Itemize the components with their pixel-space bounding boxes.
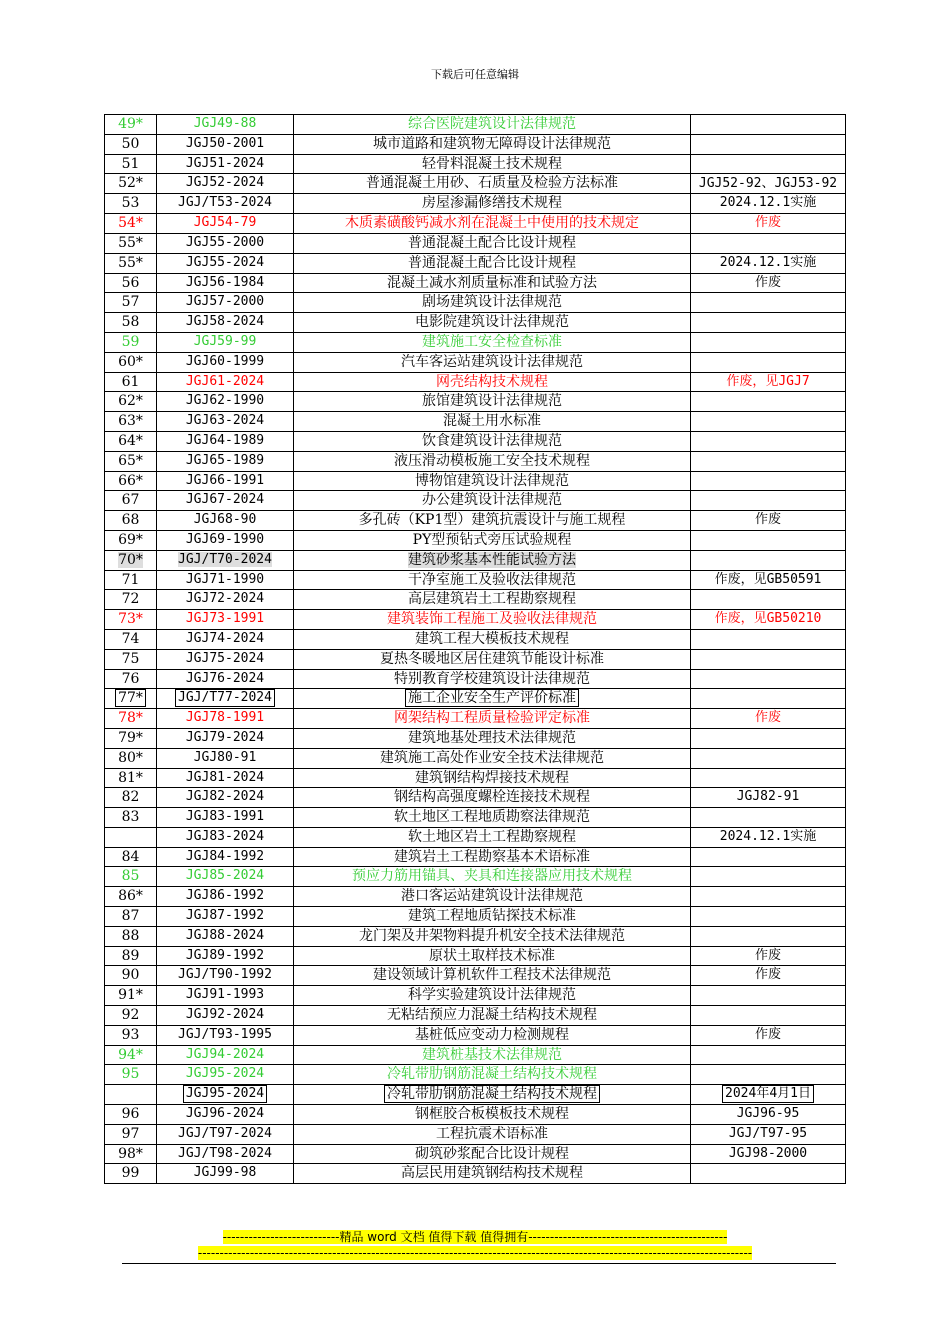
standard-note <box>691 926 846 946</box>
standard-note: 2024.12.1实施 <box>691 194 846 214</box>
standard-name: 城市道路和建筑物无障碍设计法律规范 <box>294 134 691 154</box>
standard-code: JGJ/T70-2024 <box>157 550 294 570</box>
table-row <box>105 431 846 451</box>
table-row <box>105 174 846 194</box>
standard-code: JGJ/T53-2024 <box>157 194 294 214</box>
standard-note <box>691 768 846 788</box>
row-number: 62* <box>105 392 157 412</box>
table-row <box>105 412 846 432</box>
standard-code: JGJ63-2024 <box>157 412 294 432</box>
standard-code: JGJ81-2024 <box>157 768 294 788</box>
table-row <box>105 372 846 392</box>
standard-name: 建筑岩土工程勘察基本术语标准 <box>294 847 691 867</box>
row-number <box>105 1085 157 1105</box>
standard-name: 冷轧带肋钢筋混凝土结构技术规程 <box>294 1065 691 1085</box>
row-number: 94* <box>105 1045 157 1065</box>
standard-code: JGJ54-79 <box>157 214 294 234</box>
standard-note: 作废，见GB50210 <box>691 610 846 630</box>
standard-code: JGJ55-2000 <box>157 233 294 253</box>
row-number: 79* <box>105 728 157 748</box>
table-row <box>105 689 846 709</box>
standard-note <box>691 887 846 907</box>
standard-note <box>691 491 846 511</box>
row-number: 55* <box>105 233 157 253</box>
standard-name: 冷轧带肋钢筋混凝土结构技术规程 <box>294 1085 691 1105</box>
table-row <box>105 946 846 966</box>
table-row <box>105 115 846 135</box>
standard-note: JGJ98-2000 <box>691 1144 846 1164</box>
table-row <box>105 768 846 788</box>
footer-banner-2 <box>0 1246 950 1260</box>
row-number: 65* <box>105 451 157 471</box>
standard-code: JGJ58-2024 <box>157 313 294 333</box>
standard-code: JGJ/T93-1995 <box>157 1025 294 1045</box>
row-number: 58 <box>105 313 157 333</box>
standard-name: 普通混凝土配合比设计规程 <box>294 233 691 253</box>
standard-name: 饮食建筑设计法律规范 <box>294 431 691 451</box>
table-row <box>105 669 846 689</box>
standard-name: 港口客运站建筑设计法律规范 <box>294 887 691 907</box>
standard-note <box>691 867 846 887</box>
table-row <box>105 214 846 234</box>
standard-name: 建筑砂浆基本性能试验方法 <box>294 550 691 570</box>
standard-code: JGJ66-1991 <box>157 471 294 491</box>
standard-code: JGJ/T77-2024 <box>157 689 294 709</box>
row-number: 52* <box>105 174 157 194</box>
standard-name: 建筑装饰工程施工及验收法律规范 <box>294 610 691 630</box>
row-number: 95 <box>105 1065 157 1085</box>
table-row <box>105 194 846 214</box>
standard-name: 原状土取样技术标准 <box>294 946 691 966</box>
table-row <box>105 1025 846 1045</box>
standard-note <box>691 1045 846 1065</box>
standard-name: 建筑工程大模板技术规程 <box>294 629 691 649</box>
standard-name: 软土地区工程地质勘察法律规范 <box>294 808 691 828</box>
table-row <box>105 629 846 649</box>
row-number: 88 <box>105 926 157 946</box>
standard-note <box>691 1164 846 1184</box>
standard-note: 作废 <box>691 511 846 531</box>
table-row <box>105 154 846 174</box>
standard-code: JGJ96-2024 <box>157 1105 294 1125</box>
standard-name: 建设领域计算机软件工程技术法律规范 <box>294 966 691 986</box>
table-row <box>105 1164 846 1184</box>
table-row <box>105 134 846 154</box>
standard-name: 高层建筑岩土工程勘察规程 <box>294 590 691 610</box>
standard-name: 干净室施工及验收法律规范 <box>294 570 691 590</box>
standard-note: 作废 <box>691 966 846 986</box>
table-row <box>105 709 846 729</box>
standard-code: JGJ89-1992 <box>157 946 294 966</box>
table-row <box>105 610 846 630</box>
row-number: 90 <box>105 966 157 986</box>
standard-code: JGJ94-2024 <box>157 1045 294 1065</box>
row-number: 82 <box>105 788 157 808</box>
standard-name: 夏热冬暖地区居住建筑节能设计标准 <box>294 649 691 669</box>
standard-name: 建筑工程地质钻探技术标准 <box>294 907 691 927</box>
table-row <box>105 1065 846 1085</box>
standard-note <box>691 669 846 689</box>
standard-code: JGJ/T90-1992 <box>157 966 294 986</box>
standard-name: 电影院建筑设计法律规范 <box>294 313 691 333</box>
table-row <box>105 1006 846 1026</box>
standard-note <box>691 352 846 372</box>
standard-code: JGJ/T98-2024 <box>157 1144 294 1164</box>
standard-note <box>691 431 846 451</box>
standard-note <box>691 808 846 828</box>
standard-note: 2024.12.1实施 <box>691 253 846 273</box>
standard-note: JGJ96-95 <box>691 1105 846 1125</box>
standards-table <box>104 114 846 1184</box>
table-row <box>105 649 846 669</box>
standard-code: JGJ55-2024 <box>157 253 294 273</box>
standard-code: JGJ56-1984 <box>157 273 294 293</box>
row-number: 57 <box>105 293 157 313</box>
standard-code: JGJ83-1991 <box>157 808 294 828</box>
standard-note: 作废，见JGJ7 <box>691 372 846 392</box>
row-number: 84 <box>105 847 157 867</box>
standard-note: JGJ82-91 <box>691 788 846 808</box>
standard-code: JGJ59-99 <box>157 332 294 352</box>
standard-note: 2024年4月1日 <box>691 1085 846 1105</box>
standard-code: JGJ50-2001 <box>157 134 294 154</box>
standard-code: JGJ83-2024 <box>157 827 294 847</box>
standard-code: JGJ99-98 <box>157 1164 294 1184</box>
row-number: 85 <box>105 867 157 887</box>
table-row <box>105 867 846 887</box>
standard-code: JGJ79-2024 <box>157 728 294 748</box>
table-row <box>105 293 846 313</box>
footer-line-2: -------------------------------------------------------------------------------------------------------------------------------- <box>197 1246 753 1260</box>
standard-name: 混凝土减水剂质量标准和试验方法 <box>294 273 691 293</box>
standard-name: 普通混凝土用砂、石质量及检验方法标准 <box>294 174 691 194</box>
table-row <box>105 788 846 808</box>
standard-note: JGJ/T97-95 <box>691 1124 846 1144</box>
standard-note: 作废 <box>691 273 846 293</box>
standard-name: 建筑施工安全检查标准 <box>294 332 691 352</box>
standard-code: JGJ67-2024 <box>157 491 294 511</box>
standard-name: 钢结构高强度螺栓连接技术规程 <box>294 788 691 808</box>
standard-code: JGJ76-2024 <box>157 669 294 689</box>
standard-name: 木质素磺酸钙减水剂在混凝土中使用的技术规定 <box>294 214 691 234</box>
row-number: 87 <box>105 907 157 927</box>
standard-name: 博物馆建筑设计法律规范 <box>294 471 691 491</box>
row-number: 89 <box>105 946 157 966</box>
standard-code: JGJ69-1990 <box>157 530 294 550</box>
standard-note <box>691 649 846 669</box>
row-number: 98* <box>105 1144 157 1164</box>
table-row <box>105 986 846 1006</box>
standard-note: 作废 <box>691 709 846 729</box>
standard-note: JGJ52-92、JGJ53-92 <box>691 174 846 194</box>
table-row <box>105 511 846 531</box>
table-row <box>105 728 846 748</box>
standard-note <box>691 154 846 174</box>
standard-name: PY型预钻式旁压试验规程 <box>294 530 691 550</box>
standard-note <box>691 451 846 471</box>
row-number: 83 <box>105 808 157 828</box>
row-number: 78* <box>105 709 157 729</box>
row-number: 91* <box>105 986 157 1006</box>
standard-note <box>691 293 846 313</box>
standard-code: JGJ85-2024 <box>157 867 294 887</box>
standard-note <box>691 728 846 748</box>
standard-name: 混凝土用水标准 <box>294 412 691 432</box>
row-number: 69* <box>105 530 157 550</box>
standard-name: 特别教育学校建筑设计法律规范 <box>294 669 691 689</box>
table-row <box>105 590 846 610</box>
row-number: 99 <box>105 1164 157 1184</box>
table-row <box>105 1085 846 1105</box>
standard-code: JGJ51-2024 <box>157 154 294 174</box>
standard-name: 普通混凝土配合比设计规程 <box>294 253 691 273</box>
standard-note <box>691 471 846 491</box>
standard-name: 办公建筑设计法律规范 <box>294 491 691 511</box>
standard-name: 液压滑动模板施工安全技术规程 <box>294 451 691 471</box>
standard-name: 综合医院建筑设计法律规范 <box>294 115 691 135</box>
row-number: 68 <box>105 511 157 531</box>
standard-note <box>691 412 846 432</box>
standard-name: 科学实验建筑设计法律规范 <box>294 986 691 1006</box>
standard-code: JGJ60-1999 <box>157 352 294 372</box>
row-number: 96 <box>105 1105 157 1125</box>
standard-name: 软土地区岩土工程勘察规程 <box>294 827 691 847</box>
row-number: 53 <box>105 194 157 214</box>
standard-code: JGJ61-2024 <box>157 372 294 392</box>
table-row <box>105 1124 846 1144</box>
standard-note <box>691 689 846 709</box>
standard-code: JGJ95-2024 <box>157 1085 294 1105</box>
row-number: 97 <box>105 1124 157 1144</box>
row-number: 67 <box>105 491 157 511</box>
table-row <box>105 808 846 828</box>
standard-code: JGJ49-88 <box>157 115 294 135</box>
standard-name: 龙门架及井架物料提升机安全技术法律规范 <box>294 926 691 946</box>
standard-note <box>691 748 846 768</box>
standard-code: JGJ91-1993 <box>157 986 294 1006</box>
table-row <box>105 313 846 333</box>
standard-note <box>691 907 846 927</box>
row-number: 61 <box>105 372 157 392</box>
standard-code: JGJ73-1991 <box>157 610 294 630</box>
row-number <box>105 827 157 847</box>
standard-name: 房屋渗漏修缮技术规程 <box>294 194 691 214</box>
standard-code: JGJ92-2024 <box>157 1006 294 1026</box>
standard-name: 钢框胶合板模板技术规程 <box>294 1105 691 1125</box>
row-number: 93 <box>105 1025 157 1045</box>
standard-name: 施工企业安全生产评价标准 <box>294 689 691 709</box>
row-number: 54* <box>105 214 157 234</box>
table-row <box>105 451 846 471</box>
table-row <box>105 352 846 372</box>
standard-name: 轻骨料混凝土技术规程 <box>294 154 691 174</box>
standard-code: JGJ52-2024 <box>157 174 294 194</box>
standard-code: JGJ78-1991 <box>157 709 294 729</box>
standard-name: 高层民用建筑钢结构技术规程 <box>294 1164 691 1184</box>
standard-note: 作废，见GB50591 <box>691 570 846 590</box>
row-number: 66* <box>105 471 157 491</box>
standard-note <box>691 530 846 550</box>
standard-name: 建筑地基处理技术法律规范 <box>294 728 691 748</box>
standard-name: 建筑钢结构焊接技术规程 <box>294 768 691 788</box>
table-row <box>105 332 846 352</box>
standard-code: JGJ71-1990 <box>157 570 294 590</box>
standard-name: 建筑桩基技术法律规范 <box>294 1045 691 1065</box>
table-row <box>105 550 846 570</box>
standard-note <box>691 233 846 253</box>
row-number: 76 <box>105 669 157 689</box>
row-number: 77* <box>105 689 157 709</box>
page-header: 下载后可任意编辑 <box>431 68 519 81</box>
standard-name: 多孔砖（KP1型）建筑抗震设计与施工规程 <box>294 511 691 531</box>
standard-note <box>691 986 846 1006</box>
standard-note <box>691 1065 846 1085</box>
standard-name: 剧场建筑设计法律规范 <box>294 293 691 313</box>
row-number: 86* <box>105 887 157 907</box>
footer-line-1: ---------------------------精品 word 文档 值得下载 值得拥有---------------------------------------------- <box>222 1230 728 1244</box>
row-number: 75 <box>105 649 157 669</box>
table-row <box>105 907 846 927</box>
row-number: 63* <box>105 412 157 432</box>
row-number: 64* <box>105 431 157 451</box>
table-row <box>105 471 846 491</box>
standard-name: 建筑施工高处作业安全技术法律规范 <box>294 748 691 768</box>
standard-code: JGJ74-2024 <box>157 629 294 649</box>
standard-note <box>691 332 846 352</box>
standard-code: JGJ87-1992 <box>157 907 294 927</box>
row-number: 70* <box>105 550 157 570</box>
row-number: 81* <box>105 768 157 788</box>
table-row <box>105 392 846 412</box>
standard-code: JGJ65-1989 <box>157 451 294 471</box>
table-row <box>105 491 846 511</box>
standard-code: JGJ82-2024 <box>157 788 294 808</box>
standard-code: JGJ57-2000 <box>157 293 294 313</box>
standard-note <box>691 629 846 649</box>
table-row <box>105 530 846 550</box>
standard-note <box>691 115 846 135</box>
table-row <box>105 827 846 847</box>
row-number: 60* <box>105 352 157 372</box>
footer-rule <box>122 1263 836 1264</box>
standard-code: JGJ75-2024 <box>157 649 294 669</box>
table-row <box>105 966 846 986</box>
standard-name: 工程抗震术语标准 <box>294 1124 691 1144</box>
standard-note <box>691 392 846 412</box>
standard-code: JGJ72-2024 <box>157 590 294 610</box>
footer-banner <box>0 1228 950 1245</box>
row-number: 49* <box>105 115 157 135</box>
standard-name: 旅馆建筑设计法律规范 <box>294 392 691 412</box>
standard-name: 预应力筋用锚具、夹具和连接器应用技术规程 <box>294 867 691 887</box>
standard-note <box>691 550 846 570</box>
row-number: 71 <box>105 570 157 590</box>
standard-note <box>691 1006 846 1026</box>
standard-name: 汽车客运站建筑设计法律规范 <box>294 352 691 372</box>
standard-note <box>691 134 846 154</box>
standard-note <box>691 847 846 867</box>
row-number: 92 <box>105 1006 157 1026</box>
standard-note: 2024.12.1实施 <box>691 827 846 847</box>
standard-code: JGJ95-2024 <box>157 1065 294 1085</box>
standard-code: JGJ88-2024 <box>157 926 294 946</box>
row-number: 72 <box>105 590 157 610</box>
row-number: 73* <box>105 610 157 630</box>
table-row <box>105 1105 846 1125</box>
row-number: 55* <box>105 253 157 273</box>
row-number: 56 <box>105 273 157 293</box>
row-number: 59 <box>105 332 157 352</box>
standard-code: JGJ/T97-2024 <box>157 1124 294 1144</box>
row-number: 50 <box>105 134 157 154</box>
table-row <box>105 847 846 867</box>
standard-note: 作废 <box>691 214 846 234</box>
standard-code: JGJ62-1990 <box>157 392 294 412</box>
standard-code: JGJ68-90 <box>157 511 294 531</box>
standard-note: 作废 <box>691 946 846 966</box>
row-number: 51 <box>105 154 157 174</box>
standard-code: JGJ84-1992 <box>157 847 294 867</box>
table-row <box>105 1144 846 1164</box>
table-row <box>105 887 846 907</box>
standard-name: 砌筑砂浆配合比设计规程 <box>294 1144 691 1164</box>
standard-name: 网壳结构技术规程 <box>294 372 691 392</box>
row-number: 80* <box>105 748 157 768</box>
row-number: 74 <box>105 629 157 649</box>
standard-name: 网架结构工程质量检验评定标准 <box>294 709 691 729</box>
standard-code: JGJ86-1992 <box>157 887 294 907</box>
standard-note: 作废 <box>691 1025 846 1045</box>
standard-note <box>691 313 846 333</box>
table-row <box>105 748 846 768</box>
standard-note <box>691 590 846 610</box>
standard-name: 基桩低应变动力检测规程 <box>294 1025 691 1045</box>
standard-name: 无粘结预应力混凝土结构技术规程 <box>294 1006 691 1026</box>
table-row <box>105 1045 846 1065</box>
table-row <box>105 253 846 273</box>
table-row <box>105 570 846 590</box>
table-row <box>105 233 846 253</box>
table-row <box>105 926 846 946</box>
table-row <box>105 273 846 293</box>
standard-code: JGJ80-91 <box>157 748 294 768</box>
standard-code: JGJ64-1989 <box>157 431 294 451</box>
